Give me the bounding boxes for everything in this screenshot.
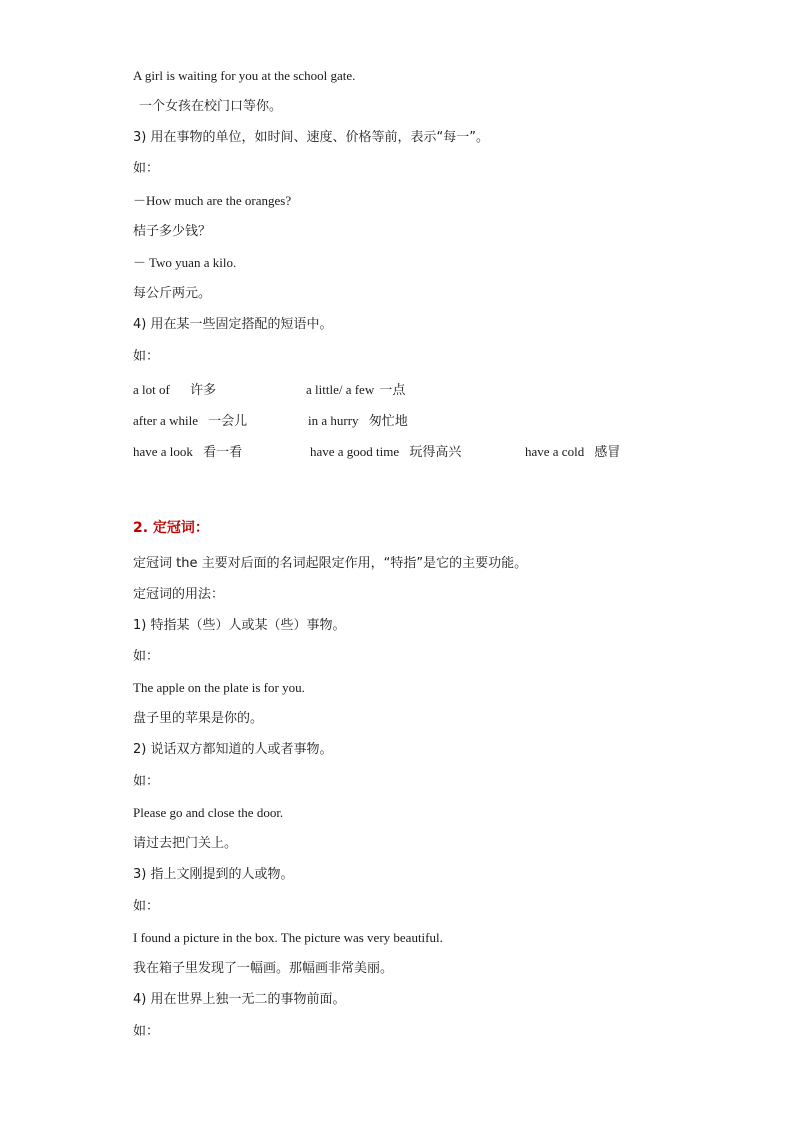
rule-1: 1) 特指某（些）人或某（些）事物。 [133,618,346,633]
example-sentence-cn: 盘子里的苹果是你的。 [133,711,264,726]
rule-2: 2) 说话双方都知道的人或者事物。 [133,742,333,757]
phrase-en: have a look [133,444,193,459]
rule-3: 3) 指上文刚提到的人或物。 [133,867,294,882]
example-sentence-cn: 请过去把门关上。 [133,836,238,851]
phrase-en: have a cold [525,444,585,459]
phrase-item [525,441,620,460]
phrase-cn: 匆忙地 [368,414,408,429]
phrase-item [133,441,242,460]
section-heading: 2. 定冠词： [133,520,209,536]
phrase-cn: 一会儿 [208,414,248,429]
phrase-cn: 一点 [379,383,406,398]
example-sentence-en: I found a picture in the box. The picture was very beautiful. [133,930,443,945]
example-label: 如： [133,349,160,364]
example-sentence-cn: 一个女孩在校门口等你。 [139,99,283,114]
dialog-answer-en: － Two yuan a kilo. [133,255,237,270]
phrase-en: a little/ a few [306,382,375,397]
rule-3: 3) 用在事物的单位，如时间、速度、价格等前，表示“每一”。 [133,130,489,145]
phrase-en: have a good time [310,444,400,459]
dialog-question-cn: 桔子多少钱？ [133,224,212,239]
dialog-question-en: －How much are the oranges? [133,193,292,208]
usage-title: 定冠词的用法： [133,587,225,602]
example-label: 如： [133,161,160,176]
phrase-item [306,379,405,398]
example-sentence-cn: 我在箱子里发现了一幅画。那幅画非常美丽。 [133,961,394,976]
phrase-en: a lot of [133,382,170,397]
example-sentence-en: Please go and close the door. [133,805,284,820]
rule-4: 4) 用在世界上独一无二的事物前面。 [133,992,346,1007]
phrase-en: in a hurry [308,413,359,428]
definition-text: 定冠词 the 主要对后面的名词起限定作用，“特指”是它的主要功能。 [133,556,528,571]
example-label: 如： [133,1024,160,1039]
phrase-en: after a while [133,413,198,428]
rule-4: 4) 用在某一些固定搭配的短语中。 [133,317,333,332]
phrase-item [133,410,247,429]
phrase-cn: 看一看 [203,445,243,460]
example-sentence-en: A girl is waiting for you at the school gate. [133,68,356,83]
phrase-item [310,441,461,460]
dialog-answer-cn: 每公斤两元。 [133,286,212,301]
example-label: 如： [133,774,160,789]
example-label: 如： [133,899,160,914]
phrase-cn: 玩得高兴 [409,445,462,460]
phrase-cn: 许多 [190,383,217,398]
example-label: 如： [133,649,160,664]
phrase-item [133,379,216,398]
phrase-cn: 感冒 [594,445,621,460]
phrase-item [308,410,408,429]
example-sentence-en: The apple on the plate is for you. [133,680,305,695]
